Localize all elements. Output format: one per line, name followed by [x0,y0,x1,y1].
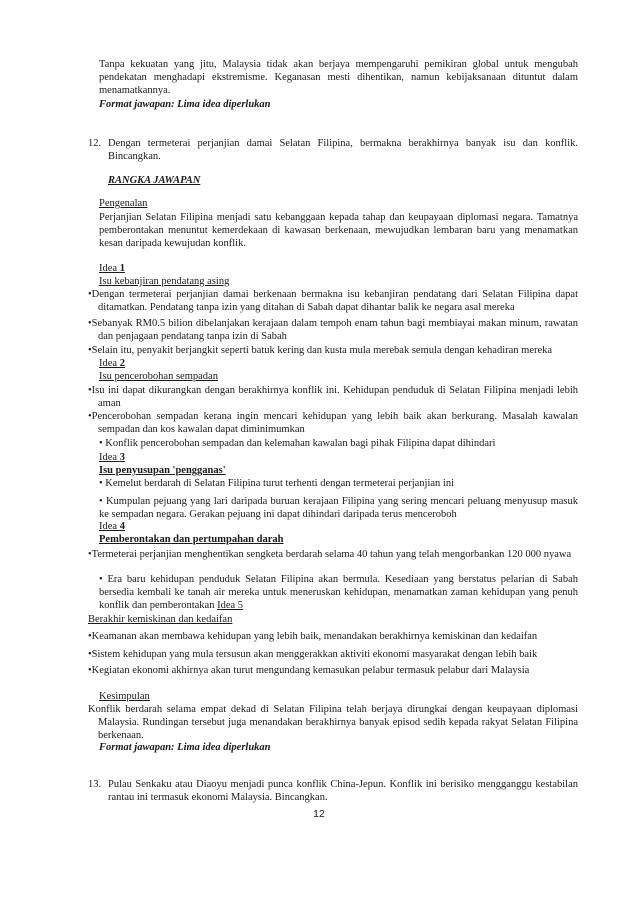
intro-format-note: Format jawapan: Lima idea diperlukan [99,99,271,110]
question-number: 13. [88,779,102,790]
idea2-label: Idea 2 [99,358,125,369]
idea3-label: Idea 3 [99,452,125,463]
q12-format-note: Format jawapan: Lima idea diperlukan [99,742,271,753]
idea1-label: Idea 1 [99,263,125,274]
question-12 [88,137,578,163]
question-number: 12. [88,138,102,149]
idea1-point-3: •Selain itu, penyakit berjangkit seperti batuk kering dan kusta mula merebak semula dengan kehadiran mereka [88,345,553,356]
question-13 [88,778,578,804]
pengenalan-heading: Pengenalan [99,198,148,209]
kesimpulan-text: Konflik berdarah selama empat dekad di Selatan Filipina telah berjaya dirungkai dengan keupayaan diplomasi Malaysia. Rundingan tersebut juga menandakan berakhirnya banyak episod sedih kepada rakyat Selatan Filipina berkenaan. [88,704,578,741]
idea4-label: Idea 4 [99,521,125,532]
idea3-point-1: • Kemelut berdarah di Selatan Filipina turut terhenti dengan termeterai perjanjian ini [99,478,455,489]
idea3-title: Isu penyusupan 'pengganas' [99,465,226,476]
idea2-point-2: •Pencerobohan sempadan kerana ingin mencari kehidupan yang lebih baik akan berkurang. Masalah kawalan sempadan dan kos kawalan dapat diminimumkan [88,411,578,435]
kesimpulan-heading: Kesimpulan [99,691,150,702]
idea2-point-1: •Isu ini dapat dikurangkan dengan berakhirnya konflik ini. Kehidupan penduduk di Selatan Filipina menjadi lebih aman [88,385,578,409]
question-text: Dengan termeterai perjanjian damai Selatan Filipina, bermakna berakhirnya banyak isu dan konflik. Bincangkan. [108,138,578,162]
idea5-title: Berakhir kemiskinan dan kedaifan [88,614,233,625]
idea2-title: Isu pencerobohan sempadan [99,371,218,382]
pengenalan-text: Perjanjian Selatan Filipina menjadi satu kebanggaan kepada tahap dan keupayaan diplomasi negara. Tamatnya pemberontakan menuntut kemerdekaan di kawasan berkenaan, mewujudkan lembaran baru yang menamatkan kesan daripada kewujudan konflik. [99,212,578,249]
idea4-title: Pemberontakan dan pertumpahan darah [99,534,284,545]
idea4-point-1: •Termeterai perjanjian menghentikan sengketa berdarah selama 40 tahun yang telah mengorbankan 120 000 nyawa [88,549,572,560]
intro-paragraph: Tanpa kekuatan yang jitu, Malaysia tidak akan berjaya mempengaruhi pemikiran global untuk mengubah pendekatan menghadapi ekstremisme. Keganasan mesti dihentikan, namun kebijaksanaan dituntut dalam menamatkannya. [99,59,578,96]
idea2-point-3: • Konflik pencerobohan sempadan dan kelemahan kawalan bagi pihak Filipina dapat dihindari [99,438,496,449]
idea3-point-2: • Kumpulan pejuang yang lari daripada buruan kerajaan Filipina yang sering mencari peluang menyusup masuk ke sempadan negara. Gerakan pejuang ini dapat dihindari daripada terus menceroboh [99,496,578,520]
question-text: Pulau Senkaku atau Diaoyu menjadi punca konflik China-Jepun. Konflik ini berisiko mengganggu kestabilan rantau ini termasuk ekonomi Malaysia. Bincangkan. [108,779,578,803]
idea1-point-1: •Dengan termeterai perjanjian damai berkenaan bermakna isu kebanjiran pendatang dari Selatan Filipina dapat ditamatkan. Pendatang tanpa izin yang ditahan di Sabah dapat dihantar balik ke negara asal mereka [88,289,578,313]
idea5-point-3: •Kegiatan ekonomi akhirnya akan turut mengundang kemasukan pelabur termasuk pelabur dari Malaysia [88,665,530,676]
idea1-point-2: •Sebanyak RM0.5 bilion dibelanjakan kerajaan dalam tempoh enam tahun bagi membiayai makan minum, rawatan dan penjagaan pendatang tanpa izin di Sabah [88,318,578,342]
idea5-point-2: •Sistem kehidupan yang mula tersusun akan menggerakkan aktiviti ekonomi masyarakat dengan lebih baik [88,649,538,660]
idea5-inline-label: Idea 5 [217,600,244,611]
idea5-point-1: •Keamanan akan membawa kehidupan yang lebih baik, menandakan berakhirnya kemiskinan dan kedaifan [88,631,538,642]
page-number: 12 [313,808,325,820]
idea4-point-2: • Era baru kehidupan penduduk Selatan Filipina akan bermula. Kesediaan yang berstatus pelarian di Sabah bersedia kembali ke tanah air mereka untuk meneruskan kehidupan, menamatkan zaman kehidupan yang penuh konflik dan pemberontakan Idea 5 [99,574,578,611]
rangka-jawapan-heading: RANGKA JAWAPAN [108,175,201,186]
idea1-title: Isu kebanjiran pendatang asing [99,276,230,287]
